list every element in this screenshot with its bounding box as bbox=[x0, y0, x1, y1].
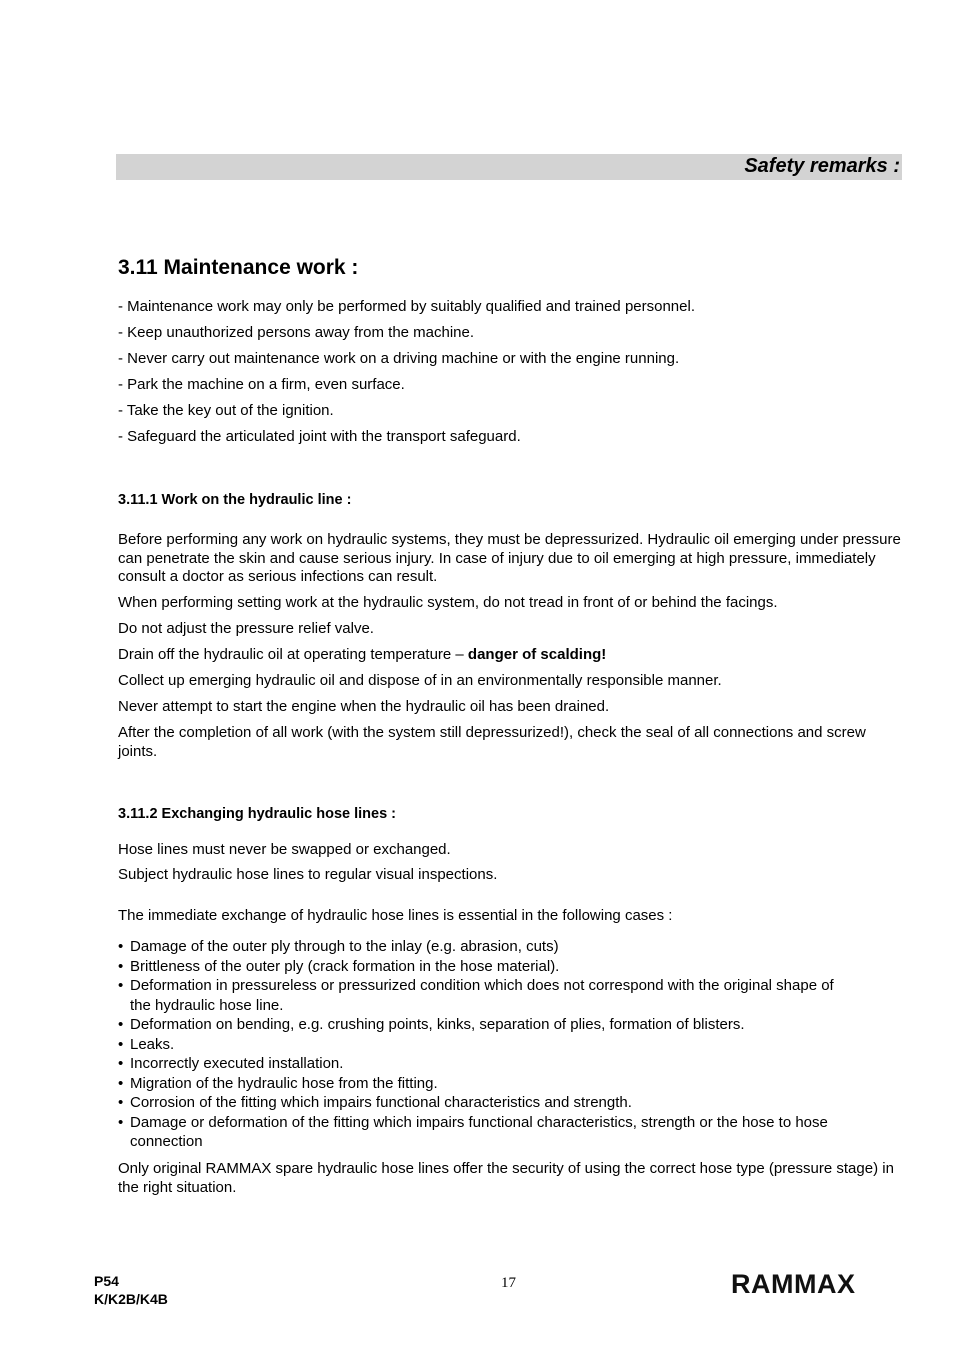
model-line: P54 bbox=[94, 1273, 119, 1289]
page-number: 17 bbox=[501, 1275, 516, 1291]
footer-model bbox=[94, 1272, 168, 1308]
list-item: • Brittleness of the outer ply (crack formation in the hose material). bbox=[118, 957, 560, 975]
exchange-cases-list bbox=[118, 937, 838, 1152]
list-item: • Damage or deformation of the fitting which impairs functional characteristics, strength or the hose to hose connection bbox=[118, 1113, 828, 1150]
paragraph: After the completion of all work (with the system still depressurized!), check the seal of all connections and screw joints. bbox=[118, 724, 866, 760]
list-item: • Deformation on bending, e.g. crushing points, kinks, separation of plies, formation of blisters. bbox=[118, 1016, 745, 1033]
list-item: - Take the key out of the ignition. bbox=[118, 402, 334, 419]
paragraph: Collect up emerging hydraulic oil and dispose of in an environmentally responsible manner. bbox=[118, 672, 722, 689]
paragraph: Subject hydraulic hose lines to regular visual inspections. bbox=[118, 866, 498, 883]
paragraph: When performing setting work at the hydraulic system, do not tread in front of or behind the facings. bbox=[118, 594, 778, 611]
rammax-logo: RAMMAX bbox=[731, 1269, 856, 1299]
warning-text: Drain off the hydraulic oil at operating temperature – bbox=[118, 646, 468, 663]
list-item: • Damage of the outer ply through to the inlay (e.g. abrasion, cuts) bbox=[118, 938, 559, 955]
bullet-icon: • bbox=[118, 1035, 124, 1053]
warning-emphasis: danger of scalding! bbox=[467, 646, 607, 663]
section-banner bbox=[116, 154, 902, 180]
bullet-icon: • bbox=[118, 1074, 124, 1092]
paragraph-warning bbox=[118, 646, 903, 665]
list-item: - Keep unauthorized persons away from the machine. bbox=[118, 324, 475, 341]
bullet-icon: • bbox=[118, 1094, 124, 1111]
list-item: • Corrosion of the fitting which impairs functional characteristics and strength. bbox=[118, 1094, 632, 1111]
paragraph: The immediate exchange of hydraulic hose lines is essential in the following cases : bbox=[118, 907, 673, 924]
paragraph: Hose lines must never be swapped or exchanged. bbox=[118, 841, 451, 858]
list-item: - Never carry out maintenance work on a driving machine or with the engine running. bbox=[118, 350, 680, 367]
bullet-icon: • bbox=[118, 1113, 124, 1131]
subsection-heading-hose-lines: 3.11.2 Exchanging hydraulic hose lines : bbox=[118, 806, 397, 822]
subsection-heading-hydraulic-line: 3.11.1 Work on the hydraulic line : bbox=[118, 492, 352, 508]
bullet-icon: • bbox=[118, 938, 124, 955]
closing-paragraph: Only original RAMMAX spare hydraulic hose lines offer the security of using the correct hose type (pressure stage) in the right situation. bbox=[118, 1160, 894, 1196]
model-line: K/K2B/K4B bbox=[94, 1291, 168, 1307]
list-item: - Park the machine on a firm, even surface. bbox=[118, 376, 405, 393]
paragraph: Never attempt to start the engine when the hydraulic oil has been drained. bbox=[118, 698, 610, 715]
paragraph: Do not adjust the pressure relief valve. bbox=[118, 620, 374, 637]
list-item: • Leaks. bbox=[118, 1035, 175, 1053]
bullet-icon: • bbox=[118, 1055, 124, 1072]
paragraph: Before performing any work on hydraulic systems, they must be depressurized. Hydraulic oil emerging under pressure can penetrate the skin and cause serious injury. In case of injury due to oil emerging at high pressure, immediately consult a doctor as serious infections can result. bbox=[118, 531, 901, 585]
bullet-icon: • bbox=[118, 957, 124, 975]
banner-title: Safety remarks : bbox=[744, 155, 900, 177]
list-item: • Incorrectly executed installation. bbox=[118, 1055, 344, 1072]
bullet-icon: • bbox=[118, 1016, 124, 1033]
list-item: • Migration of the hydraulic hose from the fitting. bbox=[118, 1074, 438, 1092]
list-item: • Deformation in pressureless or pressurized condition which does not correspond with the original shape of the hydraulic hose line. bbox=[118, 977, 834, 1014]
section-heading: 3.11 Maintenance work : bbox=[118, 256, 359, 279]
list-item: - Safeguard the articulated joint with the transport safeguard. bbox=[118, 428, 521, 445]
bullet-icon: • bbox=[118, 977, 124, 994]
list-item: - Maintenance work may only be performed by suitably qualified and trained personnel. bbox=[118, 298, 695, 315]
